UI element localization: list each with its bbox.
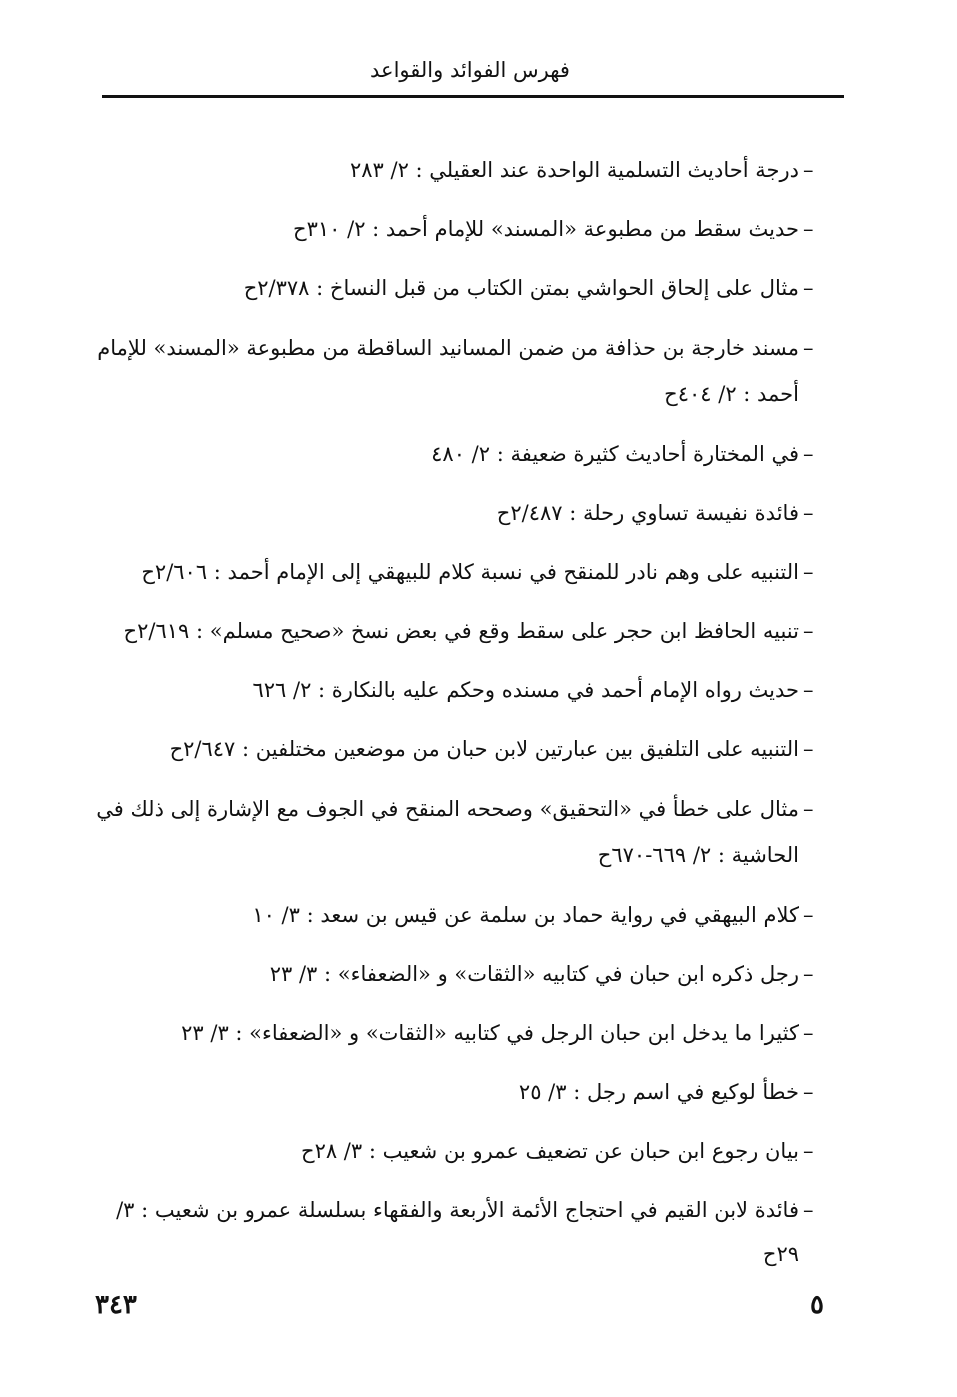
entry-text: حديث رواه الإمام أحمد في مسنده وحكم عليه بالنكارة : ٢/ ٦٢٦	[252, 678, 799, 702]
entry-dash: –	[803, 903, 814, 927]
index-entry	[85, 1070, 825, 1114]
index-entry	[85, 148, 825, 192]
index-entry	[85, 609, 825, 653]
entry-text: فائدة لابن القيم في احتجاج الأئمة الأربعة والفقهاء بسلسلة عمرو بن شعيب : ٣/ ٢٩ح	[116, 1198, 799, 1266]
index-entry	[85, 1011, 825, 1055]
signature-mark: ٥	[810, 1290, 824, 1320]
index-entry	[85, 207, 825, 251]
entry-dash: –	[803, 797, 814, 821]
index-entry	[85, 432, 825, 476]
page-header-title: فهرس الفوائد والقواعد	[370, 58, 570, 82]
entry-text: حديث سقط من مطبوعة «المسند» للإمام أحمد : ٢/ ٣١٠ح	[293, 217, 799, 241]
entry-dash: –	[803, 336, 814, 360]
entry-dash: –	[803, 737, 814, 761]
entry-text: فائدة نفيسة تساوي رحلة : ٢/٤٨٧ح	[496, 501, 799, 525]
entry-dash: –	[803, 276, 814, 300]
entry-text: بيان رجوع ابن حبان عن تضعيف عمرو بن شعيب : ٣/ ٢٨ح	[301, 1139, 799, 1163]
entry-dash: –	[803, 442, 814, 466]
index-entry	[85, 952, 825, 996]
page-number: ٣٤٣	[95, 1290, 137, 1320]
entry-text: التنبيه على وهم نادر للمنقح في نسبة كلام للبيهقي إلى الإمام أحمد : ٢/٦٠٦ح	[141, 560, 799, 584]
index-entry-list	[85, 148, 825, 1291]
entry-text: تنبيه الحافظ ابن حجر على سقط وقع في بعض نسخ «صحيح مسلم» : ٢/٦١٩ح	[123, 619, 799, 643]
entry-text: رجل ذكره ابن حبان في كتابيه «الثقات» و «الضعفاء» : ٣/ ٢٣	[269, 962, 799, 986]
entry-text: مثال على خطأ في «التحقيق» وصححه المنقح في الجوف مع الإشارة إلى ذلك في الحاشية : ٢/ ٦٦٩-٦٧٠ح	[96, 797, 799, 867]
entry-text: مسند خارجة بن حذافة من ضمن المسانيد الساقطة من مطبوعة «المسند» للإمام أحمد : ٢/ ٤٠٤ح	[97, 336, 799, 406]
header-divider	[102, 95, 844, 98]
index-entry	[85, 1129, 825, 1173]
entry-text: خطأ لوكيع في اسم رجل : ٣/ ٢٥	[518, 1080, 799, 1104]
entry-text: كثيرا ما يدخل ابن حبان الرجل في كتابيه «الثقات» و «الضعفاء» : ٣/ ٢٣	[181, 1021, 799, 1045]
entry-text: التنبيه على التلفيق بين عبارتين لابن حبان من موضعين مختلفين : ٢/٦٤٧ح	[169, 737, 799, 761]
entry-dash: –	[803, 1198, 814, 1222]
index-entry	[85, 325, 825, 417]
index-entry	[85, 550, 825, 594]
entry-dash: –	[803, 619, 814, 643]
entry-text: درجة أحاديث التسلمية الواحدة عند العقيلي : ٢/ ٢٨٣	[349, 158, 799, 182]
index-entry	[85, 266, 825, 310]
entry-dash: –	[803, 1139, 814, 1163]
entry-dash: –	[803, 217, 814, 241]
entry-dash: –	[803, 1080, 814, 1104]
entry-text: كلام البيهقي في رواية حماد بن سلمة عن قيس بن سعد : ٣/ ١٠	[252, 903, 799, 927]
index-entry	[85, 727, 825, 771]
index-entry	[85, 491, 825, 535]
entry-dash: –	[803, 501, 814, 525]
entry-text: مثال على إلحاق الحواشي بمتن الكتاب من قبل النساخ : ٢/٣٧٨ح	[243, 276, 799, 300]
entry-text: في المختارة أحاديث كثيرة ضعيفة : ٢/ ٤٨٠	[431, 442, 799, 466]
entry-dash: –	[803, 560, 814, 584]
entry-dash: –	[803, 1021, 814, 1045]
index-entry	[85, 786, 825, 878]
entry-dash: –	[803, 962, 814, 986]
entry-dash: –	[803, 678, 814, 702]
index-entry	[85, 668, 825, 712]
index-entry	[85, 1188, 825, 1276]
index-entry	[85, 893, 825, 937]
entry-dash: –	[803, 158, 814, 182]
